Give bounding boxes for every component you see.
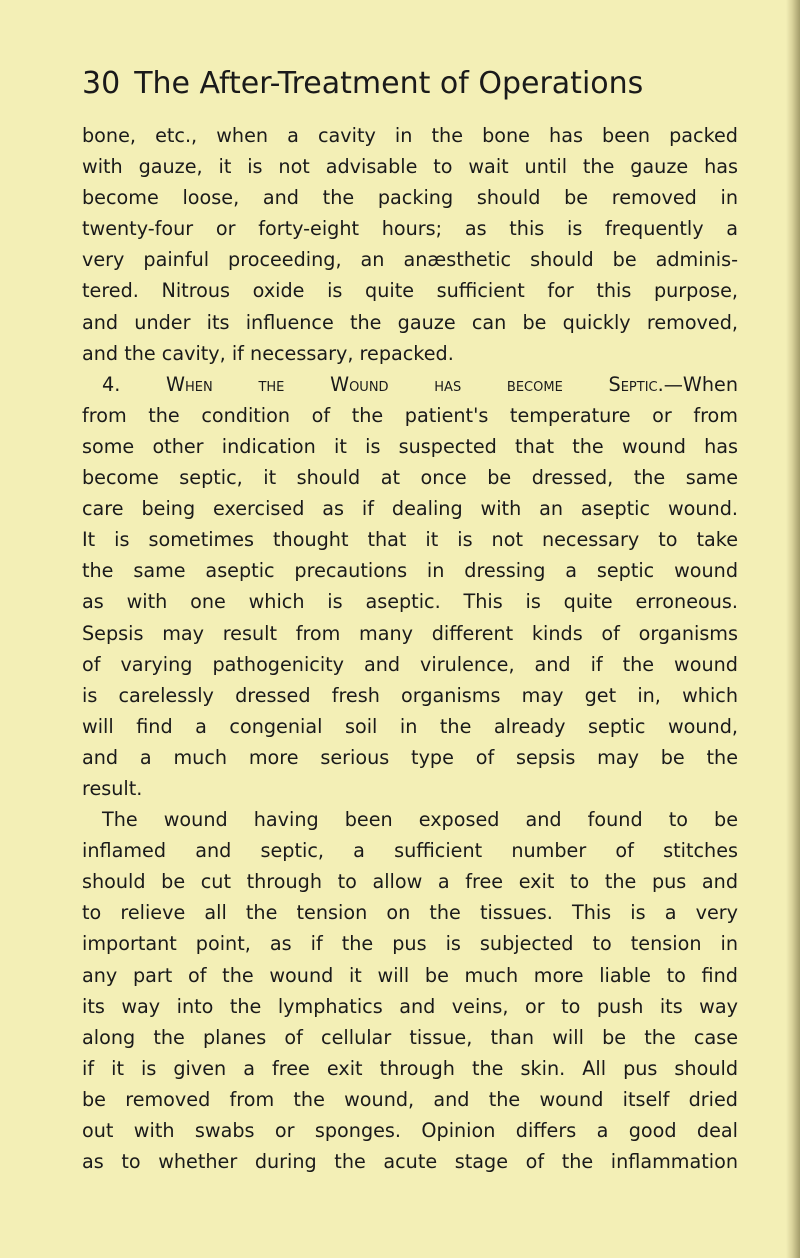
body-text bbox=[82, 120, 738, 1177]
text-line: if it is given a free exit through the skin. All pus should bbox=[82, 1056, 738, 1080]
text-line: care being exercised as if dealing with an aseptic wound. bbox=[82, 497, 738, 521]
text-line: as with one which is aseptic. This is quite erroneous. bbox=[82, 590, 738, 614]
text-line: very painful proceeding, an anæsthetic should be adminis- bbox=[82, 248, 738, 272]
text-line: and under its influence the gauze can be quickly removed, bbox=[82, 310, 738, 334]
text-line: with gauze, it is not advisable to wait until the gauze has bbox=[82, 155, 738, 179]
text-line: some other indication it is suspected that the wound has bbox=[82, 434, 738, 458]
text-line: and the cavity, if necessary, repacked. bbox=[82, 341, 454, 365]
page-number: 30 bbox=[82, 66, 121, 101]
page-edge-shadow bbox=[786, 0, 800, 1258]
text-line: its way into the lymphatics and veins, or to push its way bbox=[82, 994, 738, 1018]
text-line: bone, etc., when a cavity in the bone has been packed bbox=[82, 124, 738, 147]
running-title: The After-Treatment of Operations bbox=[134, 66, 644, 101]
running-header bbox=[82, 64, 722, 104]
text-line: become loose, and the packing should be removed in bbox=[82, 186, 738, 210]
section-heading-line bbox=[82, 369, 738, 400]
text-line: result. bbox=[82, 776, 143, 800]
text-line: from the condition of the patient's temperature or from bbox=[82, 403, 738, 427]
text-line: is carelessly dressed fresh organisms may get in, which bbox=[82, 683, 738, 707]
text-line: tered. Nitrous oxide is quite sufficient for this purpose, bbox=[82, 279, 738, 303]
text-line: should be cut through to allow a free exit to the pus and bbox=[82, 870, 738, 894]
heading-line-continuation: —When bbox=[663, 372, 738, 396]
text-line: will find a congenial soil in the already septic wound, bbox=[82, 714, 738, 738]
text-line: It is sometimes thought that it is not necessary to take bbox=[82, 528, 738, 552]
text-line: to relieve all the tension on the tissues. This is a very bbox=[82, 901, 738, 925]
text-line: the same aseptic precautions in dressing a septic wound bbox=[82, 559, 738, 583]
text-line: Sepsis may result from many different kinds of organisms bbox=[82, 621, 738, 645]
section-heading: 4. When the Wound has become Septic. bbox=[102, 372, 664, 396]
text-line: along the planes of cellular tissue, than will be the case bbox=[82, 1025, 738, 1049]
text-line: be removed from the wound, and the wound itself dried bbox=[82, 1087, 738, 1111]
text-line: The wound having been exposed and found to be bbox=[102, 808, 738, 832]
text-line: important point, as if the pus is subjected to tension in bbox=[82, 932, 738, 956]
text-line: twenty-four or forty-eight hours; as this is frequently a bbox=[82, 217, 738, 241]
text-line: any part of the wound it will be much more liable to find bbox=[82, 963, 738, 987]
text-line: inflamed and septic, a sufficient number of stitches bbox=[82, 839, 738, 863]
paragraph-1 bbox=[82, 120, 738, 369]
paragraph-3 bbox=[82, 804, 738, 1177]
paragraph-2 bbox=[82, 369, 738, 804]
text-line: and a much more serious type of sepsis may be the bbox=[82, 745, 738, 769]
text-line: as to whether during the acute stage of the inflammation bbox=[82, 1150, 738, 1174]
text-line: out with swabs or sponges. Opinion differs a good deal bbox=[82, 1119, 738, 1142]
text-line: of varying pathogenicity and virulence, and if the wound bbox=[82, 652, 738, 676]
text-line: become septic, it should at once be dressed, the same bbox=[82, 466, 738, 490]
